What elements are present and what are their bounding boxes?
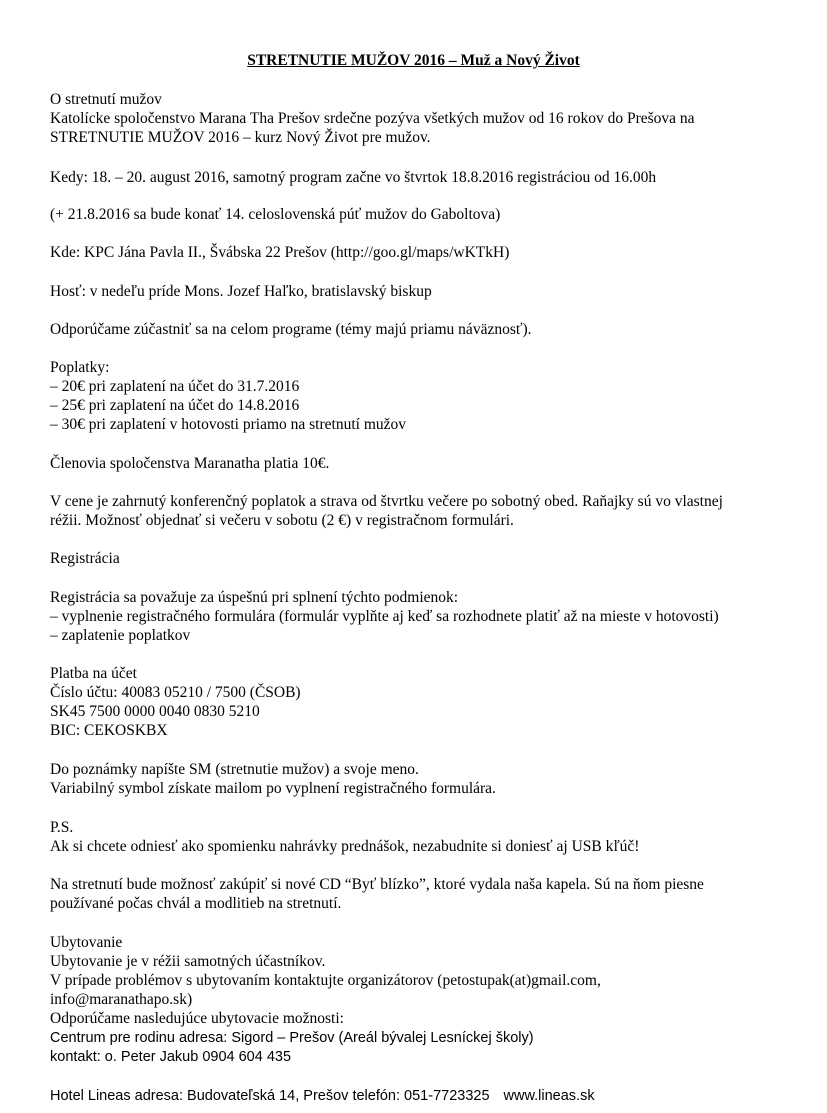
fee-item: – 25€ pri zaplatení na účet do 14.8.2016 [50, 397, 300, 414]
text-line: používané počas chvál a modlitieb na stretnutí. [50, 895, 342, 912]
recommendation-line: Odporúčame zúčastniť sa na celom programe (témy majú priamu náväznosť). [50, 321, 532, 338]
text-line: Registrácia sa považuje za úspešnú pri splnení týchto podmienok: [50, 589, 459, 606]
section-heading-payment: Platba na účet [50, 665, 137, 682]
bic: BIC: CEKOSKBX [50, 722, 168, 739]
text-line: info@maranathapo.sk) [50, 991, 193, 1008]
text-line: Na stretnutí bude možnosť zakúpiť si nové CD “Byť blízko”, ktoré vydala naša kapela. Sú na ňom piesne [50, 876, 704, 893]
text-line: Ak si chcete odniesť ako spomienku nahrávky prednášok, nezabudnite si doniesť aj USB kľúč! [50, 838, 640, 855]
registration-condition: – zaplatenie poplatkov [50, 627, 191, 644]
text-line: Ubytovanie je v réžii samotných účastníkov. [50, 953, 326, 970]
when-line: Kedy: 18. – 20. august 2016, samotný program začne vo štvrtok 18.8.2016 registráciou od 16.00h [50, 169, 657, 186]
account-number: Číslo účtu: 40083 05210 / 7500 (ČSOB) [50, 684, 301, 701]
hotel-line [50, 1086, 595, 1106]
section-heading-about: O stretnutí mužov [50, 91, 162, 108]
registration-condition: – vyplnenie registračného formulára (formulár vyplňte aj keď sa rozhodnete platiť až na mieste v hotovosti) [50, 608, 719, 625]
members-fee-line: Členovia spoločenstva Maranatha platia 10€. [50, 455, 330, 472]
section-heading-fees: Poplatky: [50, 359, 110, 376]
text-line: Variabilný symbol získate mailom po vyplnení registračného formulára. [50, 780, 496, 797]
accommodation-contact: kontakt: o. Peter Jakub 0904 604 435 [50, 1049, 292, 1065]
fee-item: – 30€ pri zaplatení v hotovosti priamo na stretnutí mužov [50, 416, 407, 433]
text-line: Odporúčame nasledujúce ubytovacie možnosti: [50, 1010, 344, 1027]
fee-item: – 20€ pri zaplatení na účet do 31.7.2016 [50, 378, 300, 395]
section-heading-accommodation: Ubytovanie [50, 934, 123, 951]
section-heading-registration: Registrácia [50, 550, 120, 567]
where-line: Kde: KPC Jána Pavla II., Švábska 22 Prešov (http://goo.gl/maps/wKTkH) [50, 244, 510, 261]
text-line: Katolícke spoločenstvo Marana Tha Prešov srdečne pozýva všetkých mužov od 16 rokov do Prešova na [50, 110, 695, 127]
iban: SK45 7500 0000 0040 0830 5210 [50, 703, 260, 720]
text-line: réžii. Možnosť objednať si večeru v sobotu (2 €) v registračnom formulári. [50, 512, 514, 529]
hotel-address: Hotel Lineas adresa: Budovateľská 14, Prešov telefón: 051-7723325 [50, 1088, 490, 1104]
text-line: V cene je zahrnutý konferenčný poplatok a strava od štvrtku večere po sobotný obed. Raňajky sú vo vlastnej [50, 493, 723, 510]
text-line: Do poznámky napíšte SM (stretnutie mužov) a svoje meno. [50, 761, 419, 778]
ps-heading: P.S. [50, 819, 74, 836]
hotel-website-link[interactable]: www.lineas.sk [503, 1088, 595, 1104]
accommodation-option: Centrum pre rodinu adresa: Sigord – Prešov (Areál bývalej Lesníckej školy) [50, 1030, 534, 1046]
guest-line: Hosť: v nedeľu príde Mons. Jozef Haľko, bratislavský biskup [50, 283, 432, 300]
text-line: STRETNUTIE MUŽOV 2016 – kurz Nový Život pre mužov. [50, 129, 431, 146]
document-title: STRETNUTIE MUŽOV 2016 – Muž a Nový Život [247, 52, 580, 69]
pilgrimage-line: (+ 21.8.2016 sa bude konať 14. celoslovenská púť mužov do Gaboltova) [50, 206, 501, 223]
text-line: V prípade problémov s ubytovaním kontaktujte organizátorov (petostupak(at)gmail.com, [50, 972, 601, 989]
